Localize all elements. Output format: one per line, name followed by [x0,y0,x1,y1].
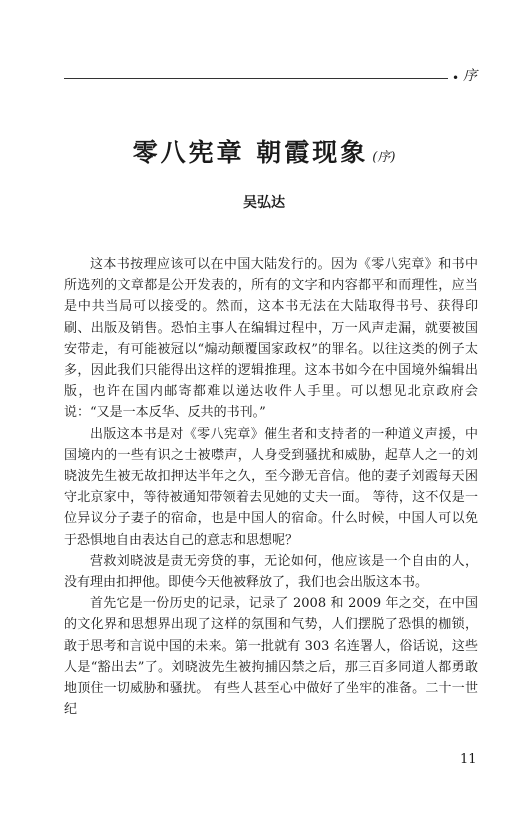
running-header: 序 [463,68,477,84]
chapter-title-main: 零八宪章 朝霞现象 [132,138,369,167]
paragraph: 这本书按理应该可以在中国大陆发行的。因为《零八宪章》和书中所选列的文章都是公开发表的，所有的文字和内容都平和而理性，应当是中共当局可以接受的。然而，这本书无法在大陆取得书号、获得印刷、出版及销售。恐怕主事人在编辑过程中，万一风声走漏，就要被国安带走，有可能被冠以“煽动颠覆国家政权”的罪名。以往这类的例子太多，因此我们只能得出这样的逻辑推理。这本书如今在中国境外编辑出版，也许在国内邮寄都难以递达收件人手里。可以想见北京政府会说：“又是一本反华、反共的书刊。” [64,257,478,421]
chapter-title-sub: (序) [372,150,396,165]
chapter-title [0,133,528,169]
header-bullet: • [452,71,460,85]
paragraph: 首先它是一份历史的记录，记录了 2008 和 2009 年之交，在中国的文化界和思想界出现了这样的氛围和气势，人们摆脱了恐惧的枷锁， 敢于思考和言说中国的未来。第一批就有 303 名连署人，俗话说，这些人是“豁出去”了。刘晓波先生被拘捕囚禁之后，那三百多同道人都勇敢地顶住一切威胁和骚扰。 有些人甚至心中做好了坐牢的准备。二十一世纪 [64,596,478,718]
body-text [64,254,478,720]
page-number: 11 [460,752,477,767]
paragraph: 营救刘晓波是责无旁贷的事，无论如何，他应该是一个自由的人，没有理由扣押他。即使今天他被释放了，我们也会出版这本书。 [64,553,478,591]
header-rule [64,78,448,79]
author-name: 吴弘达 [243,195,285,211]
paragraph: 出版这本书是对《零八宪章》催生者和支持者的一种道义声援，中国境内的一些有识之士被噤声，人身受到骚扰和威胁，起草人之一的刘晓波先生被无故扣押达半年之久，至今渺无音信。他的妻子刘霞每天困守北京家中，等待被通知带领着去见她的丈夫一面。 等待，这不仅是一位异议分子妻子的宿命，也是中国人的宿命。什么时候，中国人可以免于恐惧地自由表达自己的意志和思想呢？ [64,426,478,548]
